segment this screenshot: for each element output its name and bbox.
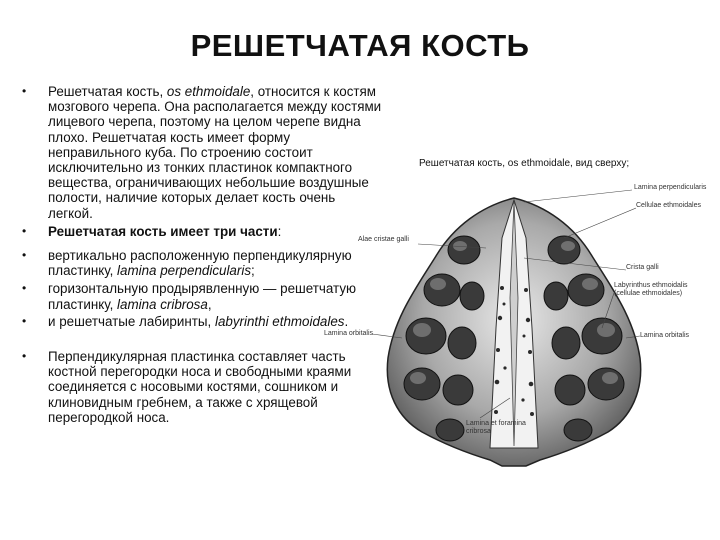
bullet-text: Перпендикулярная пластинка составляет часть костной перегородки носа и свободными краями соединяется с носовыми костями, сошником и клиновидным гребнем, а также с хрящевой перегородкой носа.: [48, 349, 352, 425]
bullet-dot-icon: •: [22, 223, 27, 238]
bullet-text: горизонтальную продырявленную — решетчатую пластинку, lamina cribrosa,: [48, 281, 357, 312]
ethmoid-bone-figure: [324, 178, 707, 468]
bullet-item: [22, 281, 382, 311]
bullet-text: Решетчатая кость, os ethmoidale, относится к костям мозгового черепа. Она располагается между костями лицевого черепа, поэтому на целом черепе видна плохо. Решетчатая кость имеет форму неправильного куба. По строению состоит исключительно из тонких пластинок компактного вещества, ограничивающих небольшие воздушные полости, наличие которых делает кость очень легкой.: [48, 84, 382, 221]
bullet-dot-icon: •: [22, 281, 27, 296]
bullet-item: [22, 248, 382, 278]
label-lamina-orbitalis-left: Lamina orbitalis: [324, 330, 374, 337]
slide-title: РЕШЕТЧАТАЯ КОСТЬ: [190, 28, 530, 63]
bullet-dot-icon: •: [22, 349, 27, 364]
bullet-item: [22, 224, 382, 239]
bullet-text: и решетчатые лабиринты, labyrinthi ethmoidales.: [48, 313, 349, 329]
bullet-list: [22, 84, 382, 425]
bullet-item: [22, 314, 382, 329]
bullet-item: [22, 84, 382, 221]
label-crista-galli: Crista galli: [626, 264, 659, 271]
figure-caption: Решетчатая кость, os ethmoidale, вид сверху;: [419, 158, 630, 169]
bullet-text: Решетчатая кость имеет три части:: [48, 223, 282, 239]
bullet-dot-icon: •: [22, 84, 27, 98]
label-cellulae-ethmoidales: Cellulae ethmoidales: [636, 202, 701, 209]
bullet-item: [22, 349, 382, 425]
label-lamina-et-foramina-cribrosa: Lamina et foramina cribrosa: [466, 420, 526, 435]
label-labyrinthus-ethmoidalis: Labyrinthus ethmoidalis (cellulae ethmoidales): [614, 282, 688, 297]
bullet-dot-icon: •: [22, 313, 27, 328]
label-alae-cristae-galli: Alae cristae galli: [358, 236, 409, 243]
label-lamina-perpendicularis: Lamina perpendicularis: [634, 184, 707, 191]
bullet-dot-icon: •: [22, 248, 27, 263]
bullet-text: вертикально расположенную перпендикулярную пластинку, lamina perpendicularis;: [48, 248, 352, 279]
label-lamina-orbitalis-right: Lamina orbitalis: [640, 332, 690, 339]
